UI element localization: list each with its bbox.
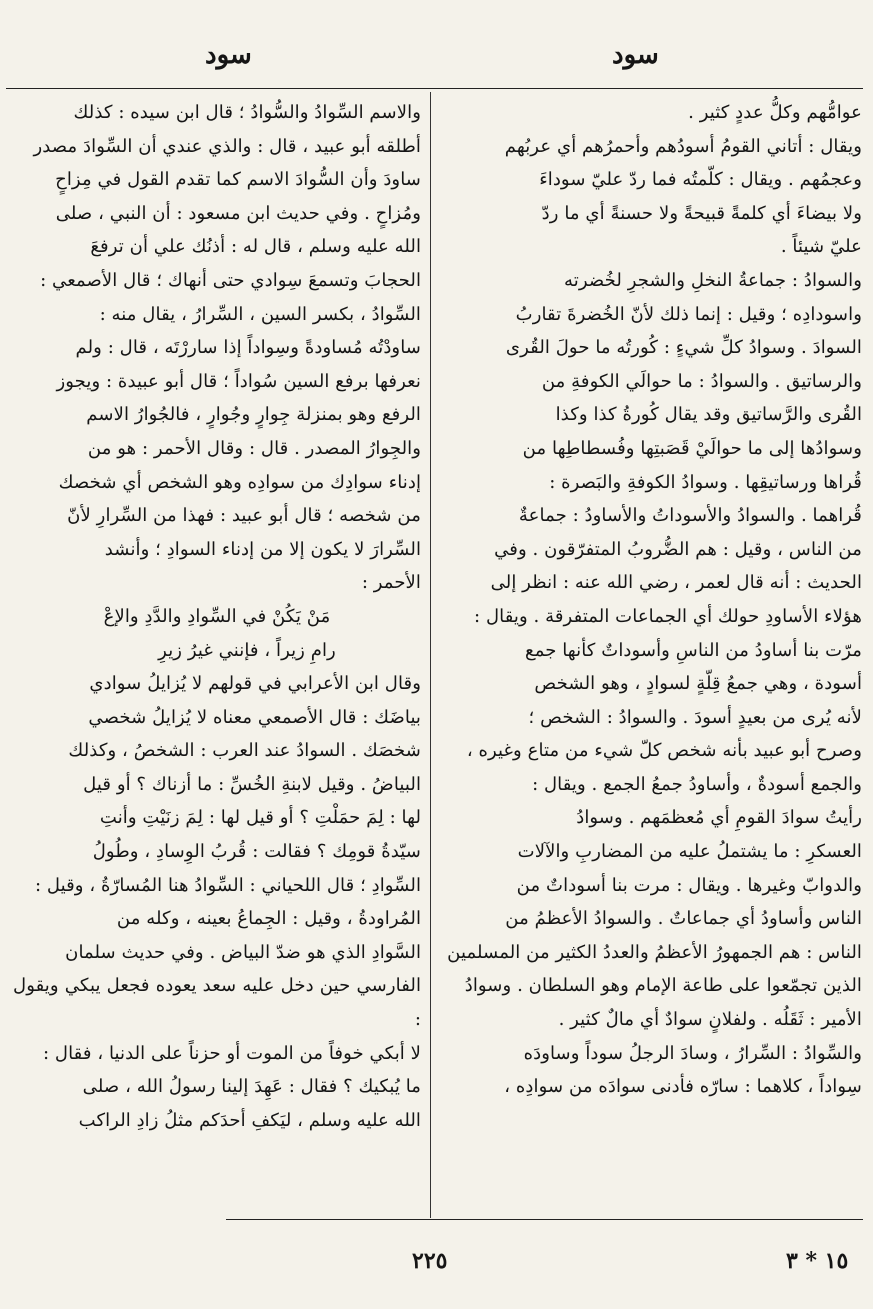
text-line: سِواداً ، كلاهما : سارّه فأدنى سوادَه من سوادِه ، — [504, 1076, 862, 1098]
page-number: ٢٢٥ — [412, 1248, 448, 1274]
running-header-left: سود — [205, 40, 252, 70]
text-line: ساودْتُه مُساودةً وسِواداً إذا ساررْتَه ، قال : ولم — [75, 337, 421, 359]
text-line: الرفع وهو بمنزلة جِوارٍ وجُوارٍ ، فالجُوارُ الاسم — [86, 404, 421, 426]
text-line: لها : لِمَ حمَلْتِ ؟ أو قيل لها : لِمَ زنَيْتِ وأنتِ — [99, 807, 421, 829]
text-line: والرساتيق . والسوادُ : ما حوالَي الكوفةِ من — [541, 370, 862, 392]
text-line: هؤلاء الأساودِ حولك أي الجماعات المتفرقة . ويقال : — [474, 605, 862, 627]
column-separator — [430, 92, 431, 1218]
text-line: مرّت بنا أساودُ من الناسِ وأسوداتٌ كأنها جمع — [525, 639, 862, 661]
text-line: القُرى والرَّساتيق وقد يقال كُورةُ كذا وكذا — [555, 404, 862, 426]
text-line: العسكرِ : ما يشتملُ عليه من المضاربِ والآلات — [517, 841, 862, 863]
text-line: والدوابّ وغيرها . ويقال : مرت بنا أسوداتٌ من — [516, 874, 862, 896]
text-line: أسودة ، وهي جمعُ قِلّةٍ لسوادٍ ، وهو الشخص — [534, 673, 862, 695]
text-line: والسِّوادُ : السِّرارُ ، وسادَ الرجلُ سوداً وساودَه — [523, 1042, 862, 1064]
text-line: السَّوادِ الذي هو ضدّ البياض . وفي حديث سلمان — [65, 941, 421, 963]
text-line: الأحمر : — [361, 572, 421, 594]
right-column — [444, 96, 862, 1214]
footer-rule — [226, 1219, 863, 1220]
text-line: أطلقه أبو عبيد ، قال : والذي عندي أن السِّوادَ مصدر — [33, 135, 421, 157]
text-line: الفارسي حين دخل عليه سعد يعوده فجعل يبكي ويقول : — [13, 975, 421, 1031]
header-rule — [6, 88, 863, 89]
text-line: وصرح أبو عبيد بأنه شخص كلّ شيء من متاع وغيره ، — [466, 740, 862, 762]
text-line: السِّوادِ ؛ قال اللحياني : السِّوادُ هنا المُسارّةُ ، وقيل : — [34, 874, 421, 896]
text-line: وقال ابن الأعرابي في قولهم لا يُزايلُ سوادي — [89, 673, 421, 695]
verse-line-1: مَنْ يَكُنْ في السِّوادِ والدَّدِ والإعْ — [103, 605, 331, 627]
text-line: قُراهما . والسوادُ والأسوداتُ والأساودُ : جماعةٌ — [518, 505, 862, 527]
text-line: الناس وأساودُ أي جماعاتٌ . والسوادُ الأعظمُ من — [505, 908, 862, 930]
text-line: من الناس ، وقيل : هم الضُّروبُ المتفرّقون . وفي — [494, 538, 862, 560]
text-line: والسوادُ : جماعةُ النخلِ والشجرِ لخُضرته — [564, 269, 862, 291]
text-line: والجِوارُ المصدر . قال : وقال الأحمر : هو من — [87, 437, 421, 459]
text-line: ساودَ وأن السُّوادَ الاسم كما تقدم القول في مِزاحٍ — [55, 169, 421, 191]
text-line: المُراودةُ ، وقيل : الجِماعُ بعينه ، وكله من — [116, 908, 421, 930]
text-line: بياضَك : قال الأصمعي معناه لا يُزايلُ شخصي — [88, 706, 421, 728]
printer-signature: ١٥ * ٣ — [786, 1248, 849, 1274]
text-line: الله عليه وسلم ، ليَكفِ أحدَكم مثلُ زادِ الراكب — [78, 1109, 421, 1131]
text-line: الحجابَ وتسمعَ سِوادي حتى أنهاك ؛ قال الأصمعي : — [40, 269, 421, 291]
text-line: الله عليه وسلم ، قال له : أذنُك علي أن ترفعَ — [90, 236, 421, 258]
running-header-right: سود — [612, 40, 659, 70]
text-line: عليّ شيئاً . — [780, 236, 862, 258]
text-line: السِّرارَ لا يكون إلا من إدناء السوادِ ؛ وأنشد — [104, 538, 421, 560]
text-line: ما يُبكيك ؟ فقال : عَهِدَ إلينا رسولُ الله ، صلى — [82, 1076, 421, 1098]
text-line: والجمع أسودةٌ ، وأساودُ جمعُ الجمع . ويقال : — [532, 773, 862, 795]
text-line: عوامُّهم وكلُّ عددٍ كثير . — [688, 102, 862, 123]
text-line: قُراها ورساتيقِها . وسوادُ الكوفةِ والبَصرة : — [549, 471, 862, 493]
text-line: ومُزاحٍ . وفي حديث ابن مسعود : أن النبي ، صلى — [55, 202, 421, 224]
text-line: السوادَ . وسوادُ كلِّ شيءٍ : كُورتُه ما حولَ القُرى — [505, 337, 862, 359]
text-line: سيّدةُ قومِك ؟ فقالت : قُربُ الوِسادِ ، وطُولُ — [92, 841, 421, 863]
text-line: لا أبكي خوفاً من الموت أو حزناً على الدنيا ، فقال : — [42, 1042, 421, 1064]
text-line: السِّوادُ ، بكسر السين ، السِّرارُ ، يقال منه : — [99, 303, 421, 325]
text-line: والاسم السِّوادُ والسُّوادُ ؛ قال ابن سيده : كذلك — [73, 102, 421, 123]
left-column — [13, 96, 421, 1214]
text-line: وعجمُهم . ويقال : كلّمتُه فما ردّ عليّ سوداءَ — [539, 169, 862, 191]
text-line: واسودادِه ؛ وقيل : إنما ذلك لأنّ الخُضرةَ تقاربُ — [515, 303, 862, 325]
text-line: الأمير : ثَقَلُه . ولفلانٍ سوادٌ أي مالٌ كثير . — [558, 1009, 862, 1031]
text-line: إدناء سوادِك من سوادِه وهو الشخص أي شخصك — [58, 471, 421, 493]
text-line: رأيتُ سوادَ القومِ أي مُعظمَهم . وسوادُ — [576, 807, 862, 829]
text-line: من شخصه ؛ قال أبو عبيد : فهذا من السِّرارِ لأنّ — [67, 505, 421, 527]
text-line: نعرفها برفع السين سُواداً ؛ قال أبو عبيدة : ويجوز — [56, 370, 421, 392]
text-line: وسوادُها إلى ما حوالَيْ قَصَبتِها وفُسطاطِها من — [522, 437, 862, 459]
verse-line-2: رامِ زيراً ، فإنني غيرُ زيرِ — [158, 639, 336, 661]
text-line: الناس : هم الجمهورُ الأعظمُ والعددُ الكثير من المسلمين — [447, 941, 862, 963]
text-line: شخصَك . السوادُ عند العرب : الشخصُ ، وكذلك — [68, 740, 421, 762]
text-line: البياضُ . وقيل لابنةِ الخُسِّ : ما أزناك ؟ أو قيل — [83, 773, 421, 795]
text-line: لأنه يُرى من بعيدٍ أسودَ . والسوادُ : الشخص ؛ — [528, 706, 862, 728]
text-line: الحديث : أنه قال لعمر ، رضي الله عنه : انظر إلى — [490, 572, 862, 594]
text-line: الذين تجمّعوا على طاعة الإمام وهو السلطان . وسوادُ — [464, 975, 862, 997]
text-line: ويقال : أتاني القومُ أسودُهم وأحمرُهم أي عربُهم — [504, 135, 862, 157]
text-line: ولا بيضاءَ أي كلمةً قبيحةً ولا حسنةً أي ما ردّ — [541, 202, 862, 224]
